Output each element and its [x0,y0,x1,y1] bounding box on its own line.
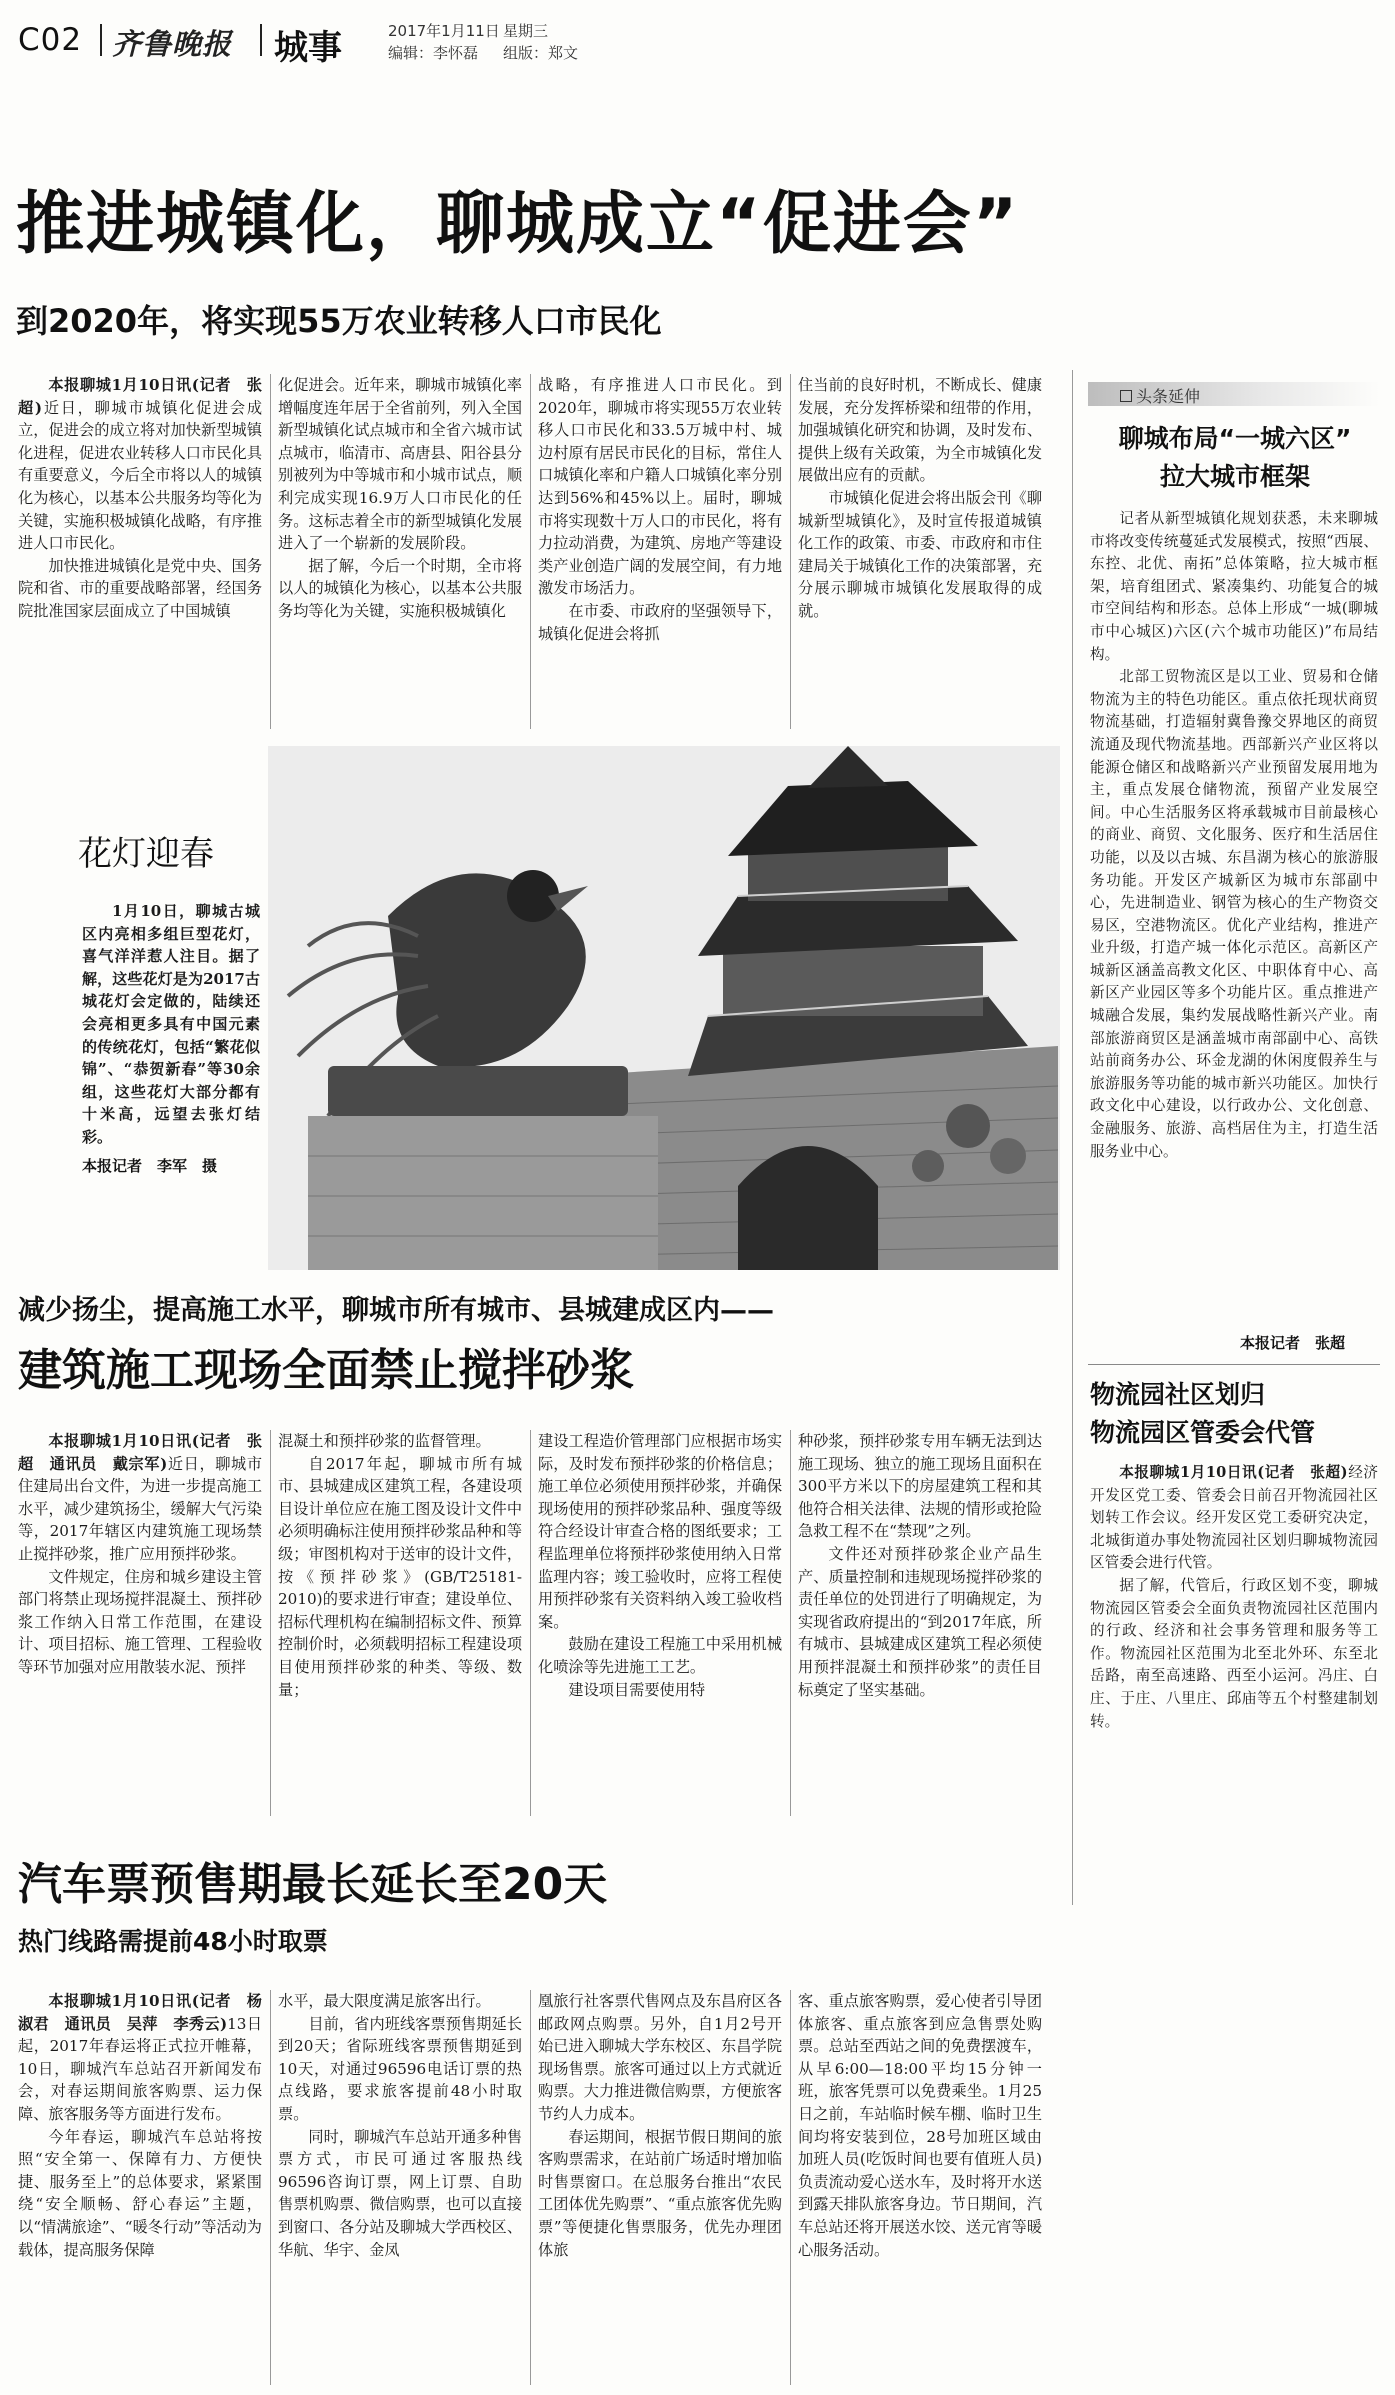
story2-dateline: 本报聊城1月10日讯(记者 张超 通讯员 戴宗军) [18,1432,262,1473]
story2-col-2 [278,1430,522,1816]
masthead-divider-2 [260,24,262,56]
photo-feature-title: 花灯迎春 [78,834,214,874]
story2-col-3 [538,1430,782,1816]
city-gate-lantern-illustration [268,746,1060,1270]
issue-date: 2017年1月11日 [388,22,500,40]
story2-col-3c-text: 建设项目需要使用特 [568,1680,706,1699]
lead-dateline: 本报聊城1月10日讯(记者 张超) [18,376,262,417]
sidebar-tag-icon [1120,390,1132,402]
story2-col-2b-text: 自2017年起，聊城市所有城市、县城建成区建筑工程，各建设项目设计单位应在施工图及设计文件中必须明确标注使用预拌砂浆品种和等级；审图机构对于送审的设计文件，按《预拌砂浆》(GB/T25181-2010)的要求进行审查；建设单位、招标代理机构在编制招标文件、预算控制价时，必须载明招标工程建设项目使用预拌砂浆的种类、等级、数量； [278,1454,522,1699]
story3-col-3 [538,1990,782,2390]
sidebar-story2-p1: 经济开发区党工委、管委会日前召开物流园社区划转工作会议。经开发区党工委研究决定，北城街道办事处物流园社区划归聊城物流园区管委会进行代管。 [1090,1464,1378,1572]
story2-col-1 [18,1430,262,1816]
lead-col-2b-text: 据了解，今后一个时期，全市将以人的城镇化为核心，以基本公共服务均等化为关键，实施积极城镇化 [278,556,522,620]
lantern-photo [268,746,1060,1270]
story2-col-4b-text: 文件还对预拌砂浆企业产品生产、质量控制和违规现场搅拌砂浆的责任单位的处罚进行了明确规定，为实现省政府提出的“到2017年底，所有城市、县城建成区建筑工程必须使用预拌混凝土和预拌砂浆”的责任目标奠定了坚实基础。 [798,1544,1042,1699]
lead-col-4-text: 住当前的良好时机，不断成长、健康发展，充分发挥桥梁和纽带的作用，加强城镇化研究和协调，及时发布、提供上级有关政策，为全市城镇化发展做出应有的贡献。 [798,376,1042,485]
lead-col-3b-text: 在市委、市政府的坚强领导下，城镇化促进会将抓 [538,601,782,643]
lead-col-4b-text: 市城镇化促进会将出版会刊《聊城新型城镇化》，及时宣传报道城镇化工作的政策、市委、市政府和市住建局关于城镇化工作的决策部署，充分展示聊城市城镇化发展取得的成就。 [798,488,1042,620]
section-name: 城事 [274,28,342,68]
story3-col-4 [798,1990,1042,2390]
issue-weekday: 星期三 [503,22,549,40]
story2-kicker: 减少扬尘，提高施工水平，聊城市所有城市、县城建成区内—— [18,1295,774,1326]
sidebar-story2-title [1090,1376,1380,1452]
photo-feature-body [82,900,260,1152]
sidebar-story2-body [1090,1462,1378,1902]
lead-col-4 [798,374,1042,729]
lead-col-1-text: 近日，聊城市城镇化促进会成立，促进会的成立将对加快新型城镇化进程，促进农业转移人口市民化具有重要意义，今后全市将以人的城镇化为核心，以基本公共服务均等化为关键，实施积极城镇化战略，有序推进人口市民化。 [18,398,262,553]
paper-logo: 齐鲁晚报 [112,27,233,61]
sidebar-story2-p2: 据了解，代管后，行政区划不变，聊城物流园区管委会全面负责物流园社区范围内的行政、经济和社会事务管理和服务等工作。物流园社区范围为北至北外环、东至北岳路，南至高速路、西至小运河。冯庄、白庄、于庄、八里庄、邱庙等五个村整建制划转。 [1090,1576,1378,1730]
sidebar-story1-p2: 北部工贸物流区是以工业、贸易和仓储物流为主的特色功能区。重点依托现状商贸物流基础，打造辐射冀鲁豫交界地区的商贸流通及现代物流基地。西部新兴产业区将以能源仓储区和战略新兴产业预留发展用地为主，重点发展仓储物流，预留产业发展空间。中心生活服务区将承载城市目前最核心的商业、商贸、文化服务、医疗和生活居住功能，以及以古城、东昌湖为核心的旅游服务功能。开发区产城新区为城市东部副中心，先进制造业、钢管为核心的生产物资交易区，空港物流区。优化产业结构，推进产业升级，打造产城一体化示范区。高新区产城新区涵盖高教文化区、中职体育中心、高新区产业园区等多个功能片区。重点推进产城融合发展，集约发展战略性新兴产业。南部旅游商贸区是涵盖城市南部副中心、高铁站前商务办公、环金龙湖的休闲度假养生与旅游服务等功能的城市新兴功能区。加快行政文化中心建设，以行政办公、文化创意、金融服务、旅游、高档居住为主，打造生活服务业中心。 [1090,668,1378,1160]
story3-col-2b-text: 目前，省内班线客票预售期延长到20天；省际班线客票预售期延到10天，对通过96596电话订票的热点线路，要求旅客提前48小时取票。 [278,2014,522,2123]
sidebar-story1-title [1090,420,1380,496]
story2-col-1b-text: 文件规定，住房和城乡建设主管部门将禁止现场搅拌混凝土、预拌砂浆工作纳入日常工作范围，在建设计、项目招标、施工管理、工程验收等环节加强对应用散装水泥、预拌 [18,1567,262,1676]
sidebar-story2-title-line2: 物流园区管委会代管 [1090,1418,1316,1447]
story3-col-1-text: 13日起，2017年春运将正式拉开帷幕，10日，聊城汽车总站召开新闻发布会，对春运期间旅客购票、运力保障、旅客服务等方面进行发布。 [18,2014,262,2123]
masthead [18,14,1378,66]
story2-col-3b-text: 鼓励在建设工程施工中采用机械化喷涂等先进施工工艺。 [538,1635,782,1676]
story2-col-1-text: 近日，聊城市住建局出台文件，为进一步提高施工水平，减少建筑扬尘，缓解大气污染等，2017年辖区内建筑施工现场禁止搅拌砂浆，推广应用预拌砂浆。 [18,1454,262,1563]
story3-subheadline: 热门线路需提前48小时取票 [18,1927,328,1956]
story3-col-2-text: 水平，最大限度满足旅客出行。 [278,1992,491,2010]
story3-col-2c-text: 同时，聊城汽车总站开通多种售票方式，市民可通过客服热线96596咨询订票，网上订票、自助售票机购票、微信购票，也可以直接到窗口、各分站及聊城大学西校区、华航、华宇、金凤 [278,2127,522,2259]
sidebar-story1-credit: 本报记者 张超 [1240,1334,1346,1352]
lead-headline: 推进城镇化，聊城成立“促进会” [16,185,1020,264]
story2-col-4-text: 种砂浆，预拌砂浆专用车辆无法到达施工现场、独立的施工现场且面积在300平方米以下的房屋建筑工程和其他符合相关法律、法规的情形或抢险急救工程不在“禁现”之列。 [798,1432,1042,1541]
story3-col-2 [278,1990,522,2390]
lead-col-1 [18,374,262,729]
story2-col-2-text: 混凝土和预拌砂浆的监督管理。 [278,1432,491,1450]
sidebar-tag-label [1120,384,1200,407]
photo-feature-text: 1月10日，聊城古城区内亮相多组巨型花灯，喜气洋洋惹人注目。据了解，这些花灯是为2017古城花灯会定做的，陆续还会亮相更多具有中国元素的传统花灯，包括“繁花似锦”、“恭贺新春”等30余组，这些花灯大部分都有十米高，远望去张灯结彩。 [82,902,260,1146]
story3-col-1 [18,1990,262,2390]
lead-col-2-text: 化促进会。近年来，聊城市城镇化率增幅度连年居于全省前列，列入全国新型城镇化试点城市和全省六城市试点城市，临清市、高唐县、阳谷县分别被列为中等城市和小城市试点，顺利完成实现16.9万人口市民化的任务。这标志着全市的新型城镇化发展进入了一个崭新的发展阶段。 [278,376,522,553]
sidebar-story1-title-line2: 拉大城市框架 [1159,462,1310,491]
lead-col-2 [278,374,522,729]
story2-col-4 [798,1430,1042,1816]
sidebar-tag-text: 头条延伸 [1136,387,1201,406]
lead-subheadline: 到2020年，将实现55万农业转移人口市民化 [16,302,662,340]
story2-headline: 建筑施工现场全面禁止搅拌砂浆 [18,1345,634,1396]
sidebar-story1-body [1090,508,1378,1348]
story3-col-4-text: 客、重点旅客购票，爱心使者引导团体旅客、重点旅客到应急售票处购票。总站至西站之间的免费摆渡车，从早6:00—18:00平均15分钟一班，旅客凭票可以免费乘坐。1月25日之前，车站临时候车棚、临时卫生间均将安装到位，28号加班区域由加班人员(吃饭时间也要有值班人员)负责流动爱心送水车，及时将开水送到露天排队旅客身边。节日期间，汽车总站还将开展送水饺、送元宵等暖心服务活动。 [798,1992,1042,2259]
sidebar-story1-title-line1: 聊城布局“一城六区” [1118,424,1352,453]
lead-col-3 [538,374,782,729]
page-number: C02 [18,22,83,58]
story2-col-3-text: 建设工程造价管理部门应根据市场实际，及时发布预拌砂浆的价格信息；施工单位必须使用预拌砂浆，并确保现场使用的预拌砂浆品种、强度等级符合经设计审查合格的图纸要求；工程监理单位将预拌砂浆使用纳入日常监理内容；竣工验收时，应将工程使用预拌砂浆有关资料纳入竣工验收档案。 [538,1432,782,1631]
story3-col-1b-text: 今年春运，聊城汽车总站将按照“安全第一、保障有力、方便快捷、服务至上”的总体要求，紧紧围绕“安全顺畅、舒心春运”主题，以“情满旅途”、“暖冬行动”等活动为载体，提高服务保障 [18,2127,262,2259]
story3-col-3b-text: 春运期间，根据节假日期间的旅客购票需求，在站前广场适时增加临时售票窗口。在总服务台推出“农民工团体优先购票”、“重点旅客优先购票”等便捷化售票服务，优先办理团体旅 [538,2127,782,2259]
sidebar-story1-p1: 记者从新型城镇化规划获悉，未来聊城市将改变传统蔓延式发展模式，按照“西展、东控、北优、南拓”总体策略，拉大城市框架，培育组团式、紧凑集约、功能复合的城市空间结构和形态。总体上形成“一城(聊城市中心城区)六区(六个城市功能区)”布局结构。 [1090,510,1378,663]
story3-headline: 汽车票预售期最长延长至20天 [18,1859,608,1910]
photo-credit: 本报记者 李军 摄 [82,1157,218,1175]
editor-credit: 编辑：李怀磊 [388,44,479,62]
story3-dateline: 本报聊城1月10日讯(记者 杨淑君 通讯员 吴萍 李秀云) [18,1992,262,2033]
lead-col-1b-text: 加快推进城镇化是党中央、国务院和省、市的重要战略部署，经国务院批准国家层面成立了中国城镇 [18,556,262,620]
layout-credit: 组版：郑文 [503,44,579,62]
lead-col-3-text: 战略，有序推进人口市民化。到2020年，聊城市将实现55万农业转移人口市民化和33.5万城中村、城边村原有居民市民化的目标，常住人口城镇化率和户籍人口城镇化率分别达到56%和45%以上。届时，聊城市将实现数十万人口的市民化，将有力拉动消费，为建筑、房地产等建设类产业创造广阔的发展空间，有力地激发市场活力。 [538,376,782,598]
sidebar-story2-dateline: 本报聊城1月10日讯(记者 张超) [1119,1464,1348,1481]
story3-col-3-text: 凰旅行社客票代售网点及东昌府区各邮政网点购票。另外，自1月2号开始已进入聊城大学东校区、东昌学院现场售票。旅客可通过以上方式就近购票。大力推进微信购票，方便旅客节约人力成本。 [538,1992,782,2123]
masthead-divider [100,24,102,56]
sidebar-story2-title-line1: 物流园社区划归 [1090,1380,1266,1409]
